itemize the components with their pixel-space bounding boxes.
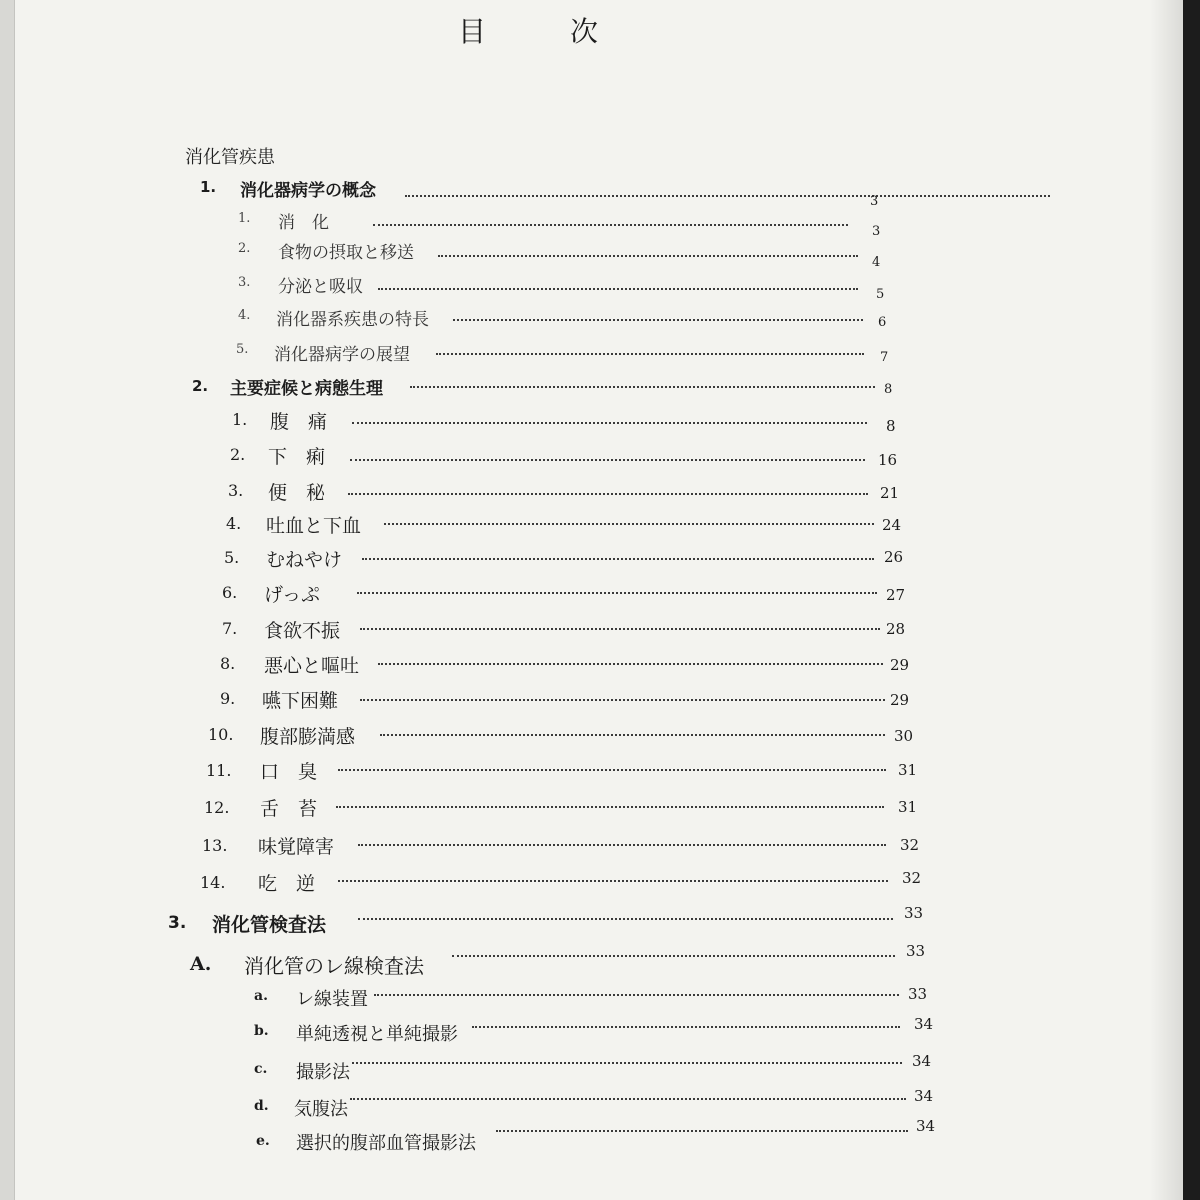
entry-title: 選択的腹部血管撮影法: [296, 1133, 476, 1154]
page-number: 27: [886, 586, 906, 604]
page-number: 32: [902, 869, 922, 887]
entry-number: d.: [254, 1098, 269, 1114]
page-number: 21: [880, 484, 900, 502]
page-number: 16: [878, 451, 898, 469]
leader-dots: [374, 994, 899, 996]
entry-title: 食物の摂取と移送: [278, 243, 414, 263]
page-number: 28: [886, 620, 906, 638]
page-number: 5: [876, 287, 885, 302]
entry-title: 嚥下困難: [262, 690, 339, 712]
entry-title: 分泌と吸収: [278, 277, 363, 297]
page-number: 3: [872, 224, 881, 239]
page-number: 26: [884, 548, 904, 566]
entry-number: e.: [256, 1133, 270, 1149]
entry-title: 口 臭: [260, 761, 318, 783]
leader-dots: [496, 1130, 908, 1132]
entry-number: 3.: [238, 275, 251, 290]
entry-title: 悪心と嘔吐: [264, 655, 360, 677]
page-number: 33: [908, 985, 928, 1003]
page-number: 34: [914, 1015, 934, 1033]
leader-dots: [358, 844, 886, 846]
entry-title: むねやけ: [266, 549, 343, 571]
leader-dots: [436, 353, 864, 355]
leader-dots: [358, 918, 893, 920]
leader-dots: [380, 734, 885, 736]
page-number: 31: [898, 761, 918, 779]
entry-title: 撮影法: [296, 1062, 350, 1083]
entry-number: 2.: [230, 445, 246, 464]
leader-dots: [378, 663, 883, 665]
page-number: 3: [870, 194, 879, 209]
entry-title: 味覚障害: [258, 836, 335, 858]
entry-title: 消化器病学の展望: [274, 345, 410, 365]
entry-title: 消化管のレ線検査法: [244, 954, 424, 978]
entry-number: 1.: [200, 178, 217, 196]
page-number: 4: [872, 255, 881, 270]
entry-title: 消 化: [278, 213, 329, 233]
title-char-2: 次: [570, 15, 600, 48]
entry-title: 舌 苔: [260, 798, 318, 820]
leader-dots: [384, 523, 874, 525]
page-number: 32: [900, 836, 920, 854]
entry-title: 消化管検査法: [212, 914, 327, 936]
page-title: [458, 10, 608, 60]
entry-number: 12.: [204, 798, 230, 817]
page-number: 31: [898, 798, 918, 816]
leader-dots: [410, 386, 875, 388]
entry-number: 4.: [226, 514, 242, 533]
leader-dots: [338, 880, 888, 882]
leader-dots: [472, 1026, 900, 1028]
page-number: 34: [916, 1117, 936, 1135]
title-char-1: 目: [458, 15, 488, 48]
page-number: 24: [882, 516, 902, 534]
entry-number: 8.: [220, 654, 236, 673]
entry-title: げっぷ: [264, 584, 321, 606]
entry-title: 単純透視と単純撮影: [296, 1024, 458, 1045]
page-number: 34: [914, 1087, 934, 1105]
entry-number: b.: [254, 1023, 269, 1039]
leader-dots: [360, 699, 885, 701]
entry-number: 3.: [168, 913, 187, 933]
entry-title: 吐血と下血: [266, 515, 362, 537]
leader-dots: [348, 493, 868, 495]
page-number: 8: [884, 382, 893, 397]
page-number: 7: [880, 350, 889, 365]
leader-dots: [453, 319, 863, 321]
page-number: 33: [906, 942, 926, 960]
entry-number: 2.: [192, 377, 209, 395]
entry-number: A.: [190, 953, 212, 975]
leader-dots: [338, 769, 886, 771]
entry-number: 5.: [236, 342, 249, 357]
entry-title: 消化器病学の概念: [240, 181, 376, 201]
leader-dots: [373, 224, 848, 226]
leader-dots: [357, 592, 877, 594]
page-number: 6: [878, 315, 887, 330]
leader-dots: [362, 558, 874, 560]
entry-number: a.: [254, 988, 268, 1004]
entry-title: 主要症候と病態生理: [230, 379, 383, 399]
page-number: 34: [912, 1052, 932, 1070]
page-number: 29: [890, 691, 910, 709]
entry-title: 消化器系疾患の特長: [276, 310, 429, 330]
page-shadow: [1150, 0, 1183, 1200]
entry-number: 2.: [238, 241, 251, 256]
page-number: 29: [890, 656, 910, 674]
entry-title: 下 痢: [268, 446, 326, 468]
leader-dots: [352, 422, 867, 424]
entry-number: c.: [254, 1061, 268, 1077]
entry-number: 6.: [222, 583, 238, 602]
entry-number: 4.: [238, 308, 251, 323]
page-edge: [0, 0, 15, 1200]
entry-number: 13.: [202, 836, 228, 855]
page-number: 33: [904, 904, 924, 922]
entry-number: 10.: [208, 725, 234, 744]
leader-dots: [452, 955, 895, 957]
leader-dots: [352, 1062, 902, 1064]
entry-title: 便 秘: [268, 482, 326, 504]
entry-number: 1.: [238, 211, 251, 226]
leader-dots: [360, 628, 880, 630]
entry-title: 腹 痛: [270, 411, 328, 433]
leader-dots: [336, 806, 884, 808]
entry-title: 吃 逆: [258, 873, 316, 895]
entry-number: 3.: [228, 481, 244, 500]
entry-number: 11.: [206, 761, 232, 780]
entry-number: 1.: [232, 410, 248, 429]
leader-dots: [378, 288, 858, 290]
entry-title: 食欲不振: [264, 620, 341, 642]
entry-title: 腹部膨満感: [260, 726, 356, 748]
entry-title: レ線装置: [296, 989, 368, 1010]
leader-dots: [438, 255, 858, 257]
entry-number: 5.: [224, 548, 240, 567]
page-number: 8: [886, 417, 896, 435]
leader-dots: [405, 195, 1050, 197]
section-header: 消化管疾患: [185, 147, 275, 168]
entry-number: 14.: [200, 873, 226, 892]
leader-dots: [350, 1098, 906, 1100]
leader-dots: [350, 459, 865, 461]
entry-number: 7.: [222, 619, 238, 638]
entry-number: 9.: [220, 689, 236, 708]
entry-title: 気腹法: [294, 1099, 348, 1120]
page-number: 30: [894, 727, 914, 745]
